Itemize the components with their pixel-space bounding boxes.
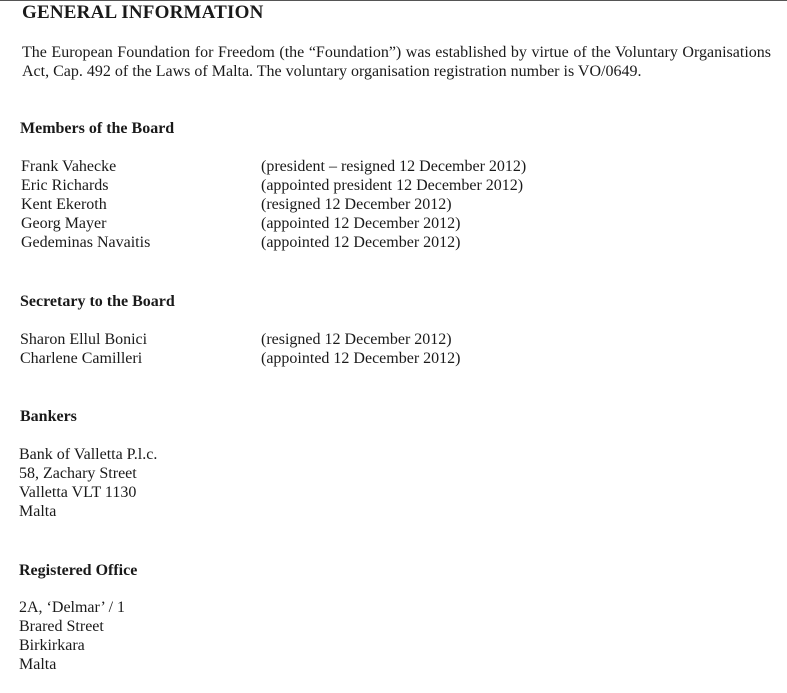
page-title: GENERAL INFORMATION xyxy=(22,2,264,23)
top-rule xyxy=(0,0,787,1)
board-member-note: (president – resigned 12 December 2012) xyxy=(261,158,527,175)
board-member-note: (resigned 12 December 2012) xyxy=(261,196,452,213)
board-member-note: (appointed 12 December 2012) xyxy=(261,215,461,232)
secretary-note: (appointed 12 December 2012) xyxy=(261,350,461,367)
office-address-line: 2A, ‘Delmar’ / 1 xyxy=(19,599,126,616)
board-heading: Members of the Board xyxy=(20,120,175,137)
bankers-address-line: Valletta VLT 1130 xyxy=(19,484,137,501)
board-member-note: (appointed president 12 December 2012) xyxy=(261,177,524,194)
board-member-name: Georg Mayer xyxy=(21,215,107,232)
board-member-name: Kent Ekeroth xyxy=(21,196,107,213)
intro-paragraph: The European Foundation for Freedom (the “Foundation”) was established by virtue of the Voluntary Organisations Act, Cap. 492 of the Laws of Malta. The voluntary organisation registration number is VO/0649. xyxy=(22,44,771,80)
bankers-address-line: Bank of Valletta P.l.c. xyxy=(19,446,158,463)
secretary-heading: Secretary to the Board xyxy=(20,293,175,310)
board-member-note: (appointed 12 December 2012) xyxy=(261,234,461,251)
board-member-name: Gedeminas Navaitis xyxy=(21,234,151,251)
office-address-line: Birkirkara xyxy=(19,637,85,654)
bankers-heading: Bankers xyxy=(20,408,77,425)
office-address-line: Brared Street xyxy=(19,618,104,635)
secretary-note: (resigned 12 December 2012) xyxy=(261,331,452,348)
secretary-name: Charlene Camilleri xyxy=(20,350,143,367)
board-member-name: Frank Vahecke xyxy=(21,158,117,175)
office-address-line: Malta xyxy=(19,656,57,673)
secretary-name: Sharon Ellul Bonici xyxy=(20,331,148,348)
bankers-address-line: 58, Zachary Street xyxy=(19,465,137,482)
office-heading: Registered Office xyxy=(19,562,138,579)
board-member-name: Eric Richards xyxy=(21,177,109,194)
bankers-address-line: Malta xyxy=(19,503,57,520)
